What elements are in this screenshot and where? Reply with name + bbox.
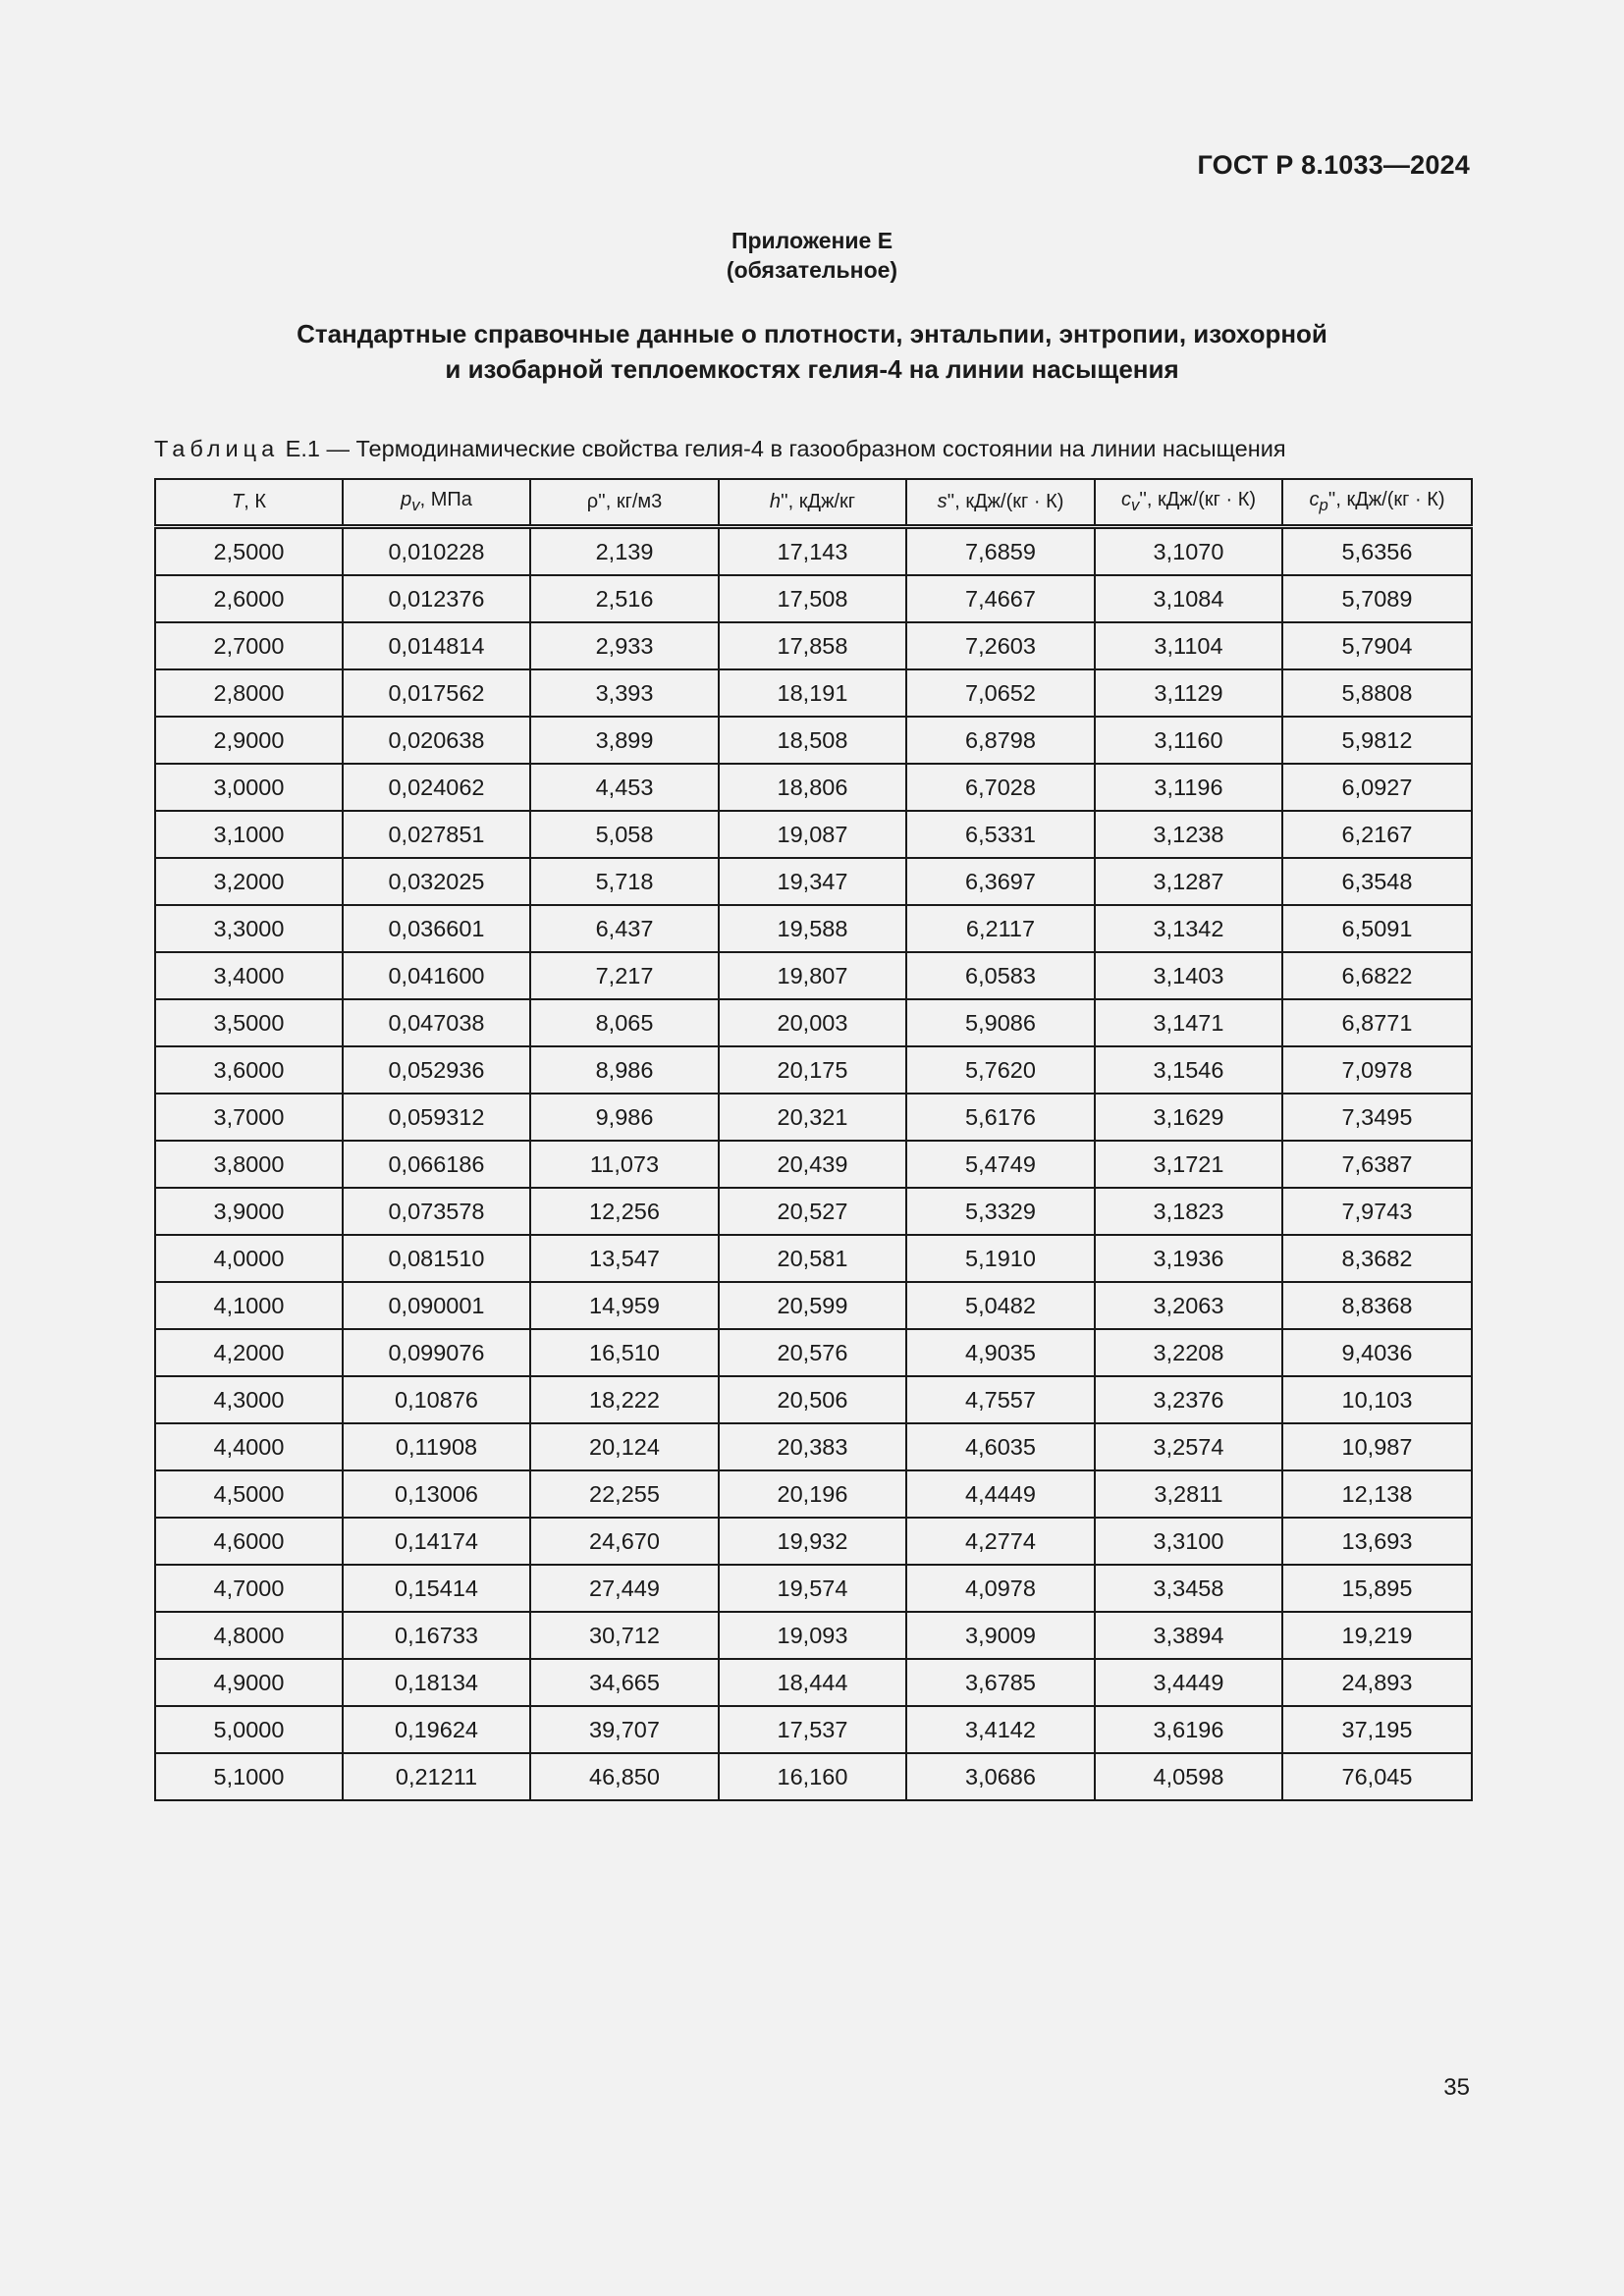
table-cell: 0,16733 — [343, 1612, 530, 1659]
table-cell: 6,0583 — [906, 952, 1095, 999]
table-cell: 3,6785 — [906, 1659, 1095, 1706]
table-cell: 0,14174 — [343, 1518, 530, 1565]
table-cell: 3,1238 — [1095, 811, 1282, 858]
table-cell: 3,3458 — [1095, 1565, 1282, 1612]
table-row — [155, 905, 1472, 952]
table-cell: 5,3329 — [906, 1188, 1095, 1235]
header-symbol: s — [937, 491, 947, 512]
table-cell: 8,065 — [530, 999, 719, 1046]
table-cell: 2,7000 — [155, 622, 343, 669]
table-cell: 4,8000 — [155, 1612, 343, 1659]
table-row — [155, 1094, 1472, 1141]
header-subscript: v — [1130, 496, 1140, 514]
table-cell: 19,093 — [719, 1612, 906, 1659]
table-cell: 4,4000 — [155, 1423, 343, 1470]
table-cell: 0,059312 — [343, 1094, 530, 1141]
table-cell: 5,6356 — [1282, 527, 1472, 576]
table-row — [155, 1376, 1472, 1423]
table-cell: 3,3000 — [155, 905, 343, 952]
table-cell: 2,139 — [530, 527, 719, 576]
table-cell: 6,0927 — [1282, 764, 1472, 811]
table-cell: 19,588 — [719, 905, 906, 952]
table-cell: 6,7028 — [906, 764, 1095, 811]
table-cell: 0,027851 — [343, 811, 530, 858]
table-cell: 3,1287 — [1095, 858, 1282, 905]
table-row — [155, 764, 1472, 811]
table-cell: 46,850 — [530, 1753, 719, 1800]
table-cell: 10,987 — [1282, 1423, 1472, 1470]
table-cell: 9,986 — [530, 1094, 719, 1141]
table-cell: 4,6000 — [155, 1518, 343, 1565]
table-cell: 17,508 — [719, 575, 906, 622]
table-cell: 0,052936 — [343, 1046, 530, 1094]
table-row — [155, 717, 1472, 764]
table-cell: 3,3100 — [1095, 1518, 1282, 1565]
table-cell: 7,2603 — [906, 622, 1095, 669]
table-cell: 3,2811 — [1095, 1470, 1282, 1518]
table-cell: 2,9000 — [155, 717, 343, 764]
table-cell: 6,3697 — [906, 858, 1095, 905]
table-cell: 27,449 — [530, 1565, 719, 1612]
table-cell: 30,712 — [530, 1612, 719, 1659]
table-cell: 3,1000 — [155, 811, 343, 858]
table-cell: 10,103 — [1282, 1376, 1472, 1423]
table-cell: 20,576 — [719, 1329, 906, 1376]
table-caption-text: Е.1 — Термодинамические свойства гелия-4 в газообразном состоянии на линии насыщения — [279, 436, 1286, 461]
table-row — [155, 1141, 1472, 1188]
table-cell: 5,9086 — [906, 999, 1095, 1046]
table-cell: 6,8798 — [906, 717, 1095, 764]
table-cell: 39,707 — [530, 1706, 719, 1753]
table-cell: 2,5000 — [155, 527, 343, 576]
table-row — [155, 811, 1472, 858]
table-cell: 24,893 — [1282, 1659, 1472, 1706]
table-cell: 5,7620 — [906, 1046, 1095, 1094]
table-cell: 7,217 — [530, 952, 719, 999]
table-cell: 3,4142 — [906, 1706, 1095, 1753]
table-cell: 20,383 — [719, 1423, 906, 1470]
table-row — [155, 1753, 1472, 1800]
table-cell: 3,1629 — [1095, 1094, 1282, 1141]
table-cell: 8,986 — [530, 1046, 719, 1094]
table-row — [155, 1188, 1472, 1235]
table-cell: 5,9812 — [1282, 717, 1472, 764]
column-header — [155, 479, 343, 527]
appendix-status: (обязательное) — [726, 257, 898, 283]
table-cell: 7,0978 — [1282, 1046, 1472, 1094]
table-cell: 5,0482 — [906, 1282, 1095, 1329]
table-cell: 3,2208 — [1095, 1329, 1282, 1376]
column-header — [906, 479, 1095, 527]
header-symbol: T — [232, 491, 244, 512]
table-cell: 3,9009 — [906, 1612, 1095, 1659]
table-cell: 3,393 — [530, 669, 719, 717]
table-cell: 3,2000 — [155, 858, 343, 905]
table-cell: 6,8771 — [1282, 999, 1472, 1046]
column-header — [1095, 479, 1282, 527]
table-row — [155, 622, 1472, 669]
table-cell: 7,3495 — [1282, 1094, 1472, 1141]
table-cell: 0,15414 — [343, 1565, 530, 1612]
table-row — [155, 1282, 1472, 1329]
appendix-title-line-1: Стандартные справочные данные о плотности, энтальпии, энтропии, изохорной — [297, 319, 1327, 348]
table-cell: 15,895 — [1282, 1565, 1472, 1612]
table-cell: 0,073578 — [343, 1188, 530, 1235]
table-cell: 0,21211 — [343, 1753, 530, 1800]
table-cell: 13,693 — [1282, 1518, 1472, 1565]
table-row — [155, 669, 1472, 717]
table-cell: 3,1936 — [1095, 1235, 1282, 1282]
table-cell: 17,858 — [719, 622, 906, 669]
table-cell: 18,806 — [719, 764, 906, 811]
table-cell: 4,0000 — [155, 1235, 343, 1282]
table-cell: 12,138 — [1282, 1470, 1472, 1518]
header-unit: ρ'', кг/м3 — [586, 491, 663, 512]
table-cell: 0,014814 — [343, 622, 530, 669]
table-cell: 0,041600 — [343, 952, 530, 999]
table-cell: 3,9000 — [155, 1188, 343, 1235]
appendix-title — [0, 316, 1624, 387]
header-unit: '', кДж/кг — [781, 491, 856, 512]
table-cell: 3,2376 — [1095, 1376, 1282, 1423]
table-cell: 20,527 — [719, 1188, 906, 1235]
table-cell: 2,933 — [530, 622, 719, 669]
table-row — [155, 575, 1472, 622]
table-cell: 20,003 — [719, 999, 906, 1046]
table-cell: 3,0686 — [906, 1753, 1095, 1800]
table-cell: 3,1196 — [1095, 764, 1282, 811]
table-cell: 4,7000 — [155, 1565, 343, 1612]
table-cell: 19,219 — [1282, 1612, 1472, 1659]
table-cell: 7,9743 — [1282, 1188, 1472, 1235]
table-cell: 17,537 — [719, 1706, 906, 1753]
header-symbol: h — [769, 491, 782, 512]
table-row — [155, 1046, 1472, 1094]
table-cell: 3,1104 — [1095, 622, 1282, 669]
document-code: ГОСТ Р 8.1033—2024 — [1197, 150, 1470, 180]
table-cell: 18,191 — [719, 669, 906, 717]
table-cell: 4,4449 — [906, 1470, 1095, 1518]
appendix-title-line-2: и изобарной теплоемкостях гелия-4 на линии насыщения — [445, 354, 1179, 384]
appendix-label: Приложение Е — [731, 228, 893, 253]
table-cell: 4,2000 — [155, 1329, 343, 1376]
table-cell: 8,3682 — [1282, 1235, 1472, 1282]
table-cell: 20,175 — [719, 1046, 906, 1094]
table-cell: 20,321 — [719, 1094, 906, 1141]
table-cell: 3,1084 — [1095, 575, 1282, 622]
table-cell: 13,547 — [530, 1235, 719, 1282]
table-cell: 7,6387 — [1282, 1141, 1472, 1188]
table-cell: 20,599 — [719, 1282, 906, 1329]
table-cell: 17,143 — [719, 527, 906, 576]
header-symbol: p — [401, 489, 412, 510]
table-header-row — [155, 479, 1472, 527]
column-header — [343, 479, 530, 527]
table-cell: 0,10876 — [343, 1376, 530, 1423]
page-number: 35 — [1443, 2074, 1470, 2101]
header-unit: , К — [244, 491, 266, 512]
table-row — [155, 1565, 1472, 1612]
table-cell: 19,347 — [719, 858, 906, 905]
table-cell: 19,932 — [719, 1518, 906, 1565]
table-cell: 0,19624 — [343, 1706, 530, 1753]
table-cell: 3,1823 — [1095, 1188, 1282, 1235]
table-row — [155, 858, 1472, 905]
table-cell: 7,4667 — [906, 575, 1095, 622]
table-cell: 16,160 — [719, 1753, 906, 1800]
table-row — [155, 1518, 1472, 1565]
table-cell: 2,8000 — [155, 669, 343, 717]
table-cell: 0,18134 — [343, 1659, 530, 1706]
table-cell: 5,7089 — [1282, 575, 1472, 622]
table-cell: 20,196 — [719, 1470, 906, 1518]
table-cell: 3,5000 — [155, 999, 343, 1046]
table-cell: 7,0652 — [906, 669, 1095, 717]
table-cell: 0,066186 — [343, 1141, 530, 1188]
table-cell: 3,4000 — [155, 952, 343, 999]
table-row — [155, 1235, 1472, 1282]
table-cell: 4,0598 — [1095, 1753, 1282, 1800]
table-cell: 19,807 — [719, 952, 906, 999]
table-cell: 4,5000 — [155, 1470, 343, 1518]
table-cell: 5,6176 — [906, 1094, 1095, 1141]
table-cell: 5,058 — [530, 811, 719, 858]
table-row — [155, 527, 1472, 576]
table-cell: 0,099076 — [343, 1329, 530, 1376]
table-cell: 5,1910 — [906, 1235, 1095, 1282]
header-unit: , МПа — [419, 489, 472, 510]
table-cell: 6,5331 — [906, 811, 1095, 858]
table-cell: 3,1403 — [1095, 952, 1282, 999]
table-cell: 0,11908 — [343, 1423, 530, 1470]
table-cell: 3,1546 — [1095, 1046, 1282, 1094]
table-cell: 3,6196 — [1095, 1706, 1282, 1753]
table-cell: 4,9000 — [155, 1659, 343, 1706]
table-cell: 0,020638 — [343, 717, 530, 764]
table-cell: 0,012376 — [343, 575, 530, 622]
table-cell: 3,1471 — [1095, 999, 1282, 1046]
header-unit: '', кДж/(кг · К) — [1327, 489, 1445, 510]
table-cell: 5,4749 — [906, 1141, 1095, 1188]
table-cell: 19,087 — [719, 811, 906, 858]
table-cell: 20,439 — [719, 1141, 906, 1188]
table-cell: 4,6035 — [906, 1423, 1095, 1470]
table-cell: 12,256 — [530, 1188, 719, 1235]
table-cell: 0,010228 — [343, 527, 530, 576]
table-cell: 3,1721 — [1095, 1141, 1282, 1188]
header-subscript: v — [411, 496, 420, 514]
table-cell: 6,6822 — [1282, 952, 1472, 999]
table-cell: 24,670 — [530, 1518, 719, 1565]
table-caption — [154, 436, 1286, 462]
table-cell: 0,081510 — [343, 1235, 530, 1282]
appendix-heading — [0, 226, 1624, 285]
table-cell: 3,2574 — [1095, 1423, 1282, 1470]
table-cell: 3,4449 — [1095, 1659, 1282, 1706]
table-row — [155, 999, 1472, 1046]
table-cell: 0,13006 — [343, 1470, 530, 1518]
table-cell: 4,7557 — [906, 1376, 1095, 1423]
table-cell: 0,032025 — [343, 858, 530, 905]
table-row — [155, 1612, 1472, 1659]
table-body — [155, 527, 1472, 1801]
table-cell: 8,8368 — [1282, 1282, 1472, 1329]
table-cell: 5,0000 — [155, 1706, 343, 1753]
table-cell: 3,6000 — [155, 1046, 343, 1094]
table-cell: 18,508 — [719, 717, 906, 764]
column-header — [719, 479, 906, 527]
table-cell: 34,665 — [530, 1659, 719, 1706]
table-cell: 2,6000 — [155, 575, 343, 622]
header-subscript: p — [1319, 496, 1328, 514]
table-cell: 3,1070 — [1095, 527, 1282, 576]
table-cell: 9,4036 — [1282, 1329, 1472, 1376]
table-cell: 20,581 — [719, 1235, 906, 1282]
table-cell: 6,2167 — [1282, 811, 1472, 858]
table-cell: 4,9035 — [906, 1329, 1095, 1376]
table-cell: 7,6859 — [906, 527, 1095, 576]
table-cell: 3,7000 — [155, 1094, 343, 1141]
table-cell: 76,045 — [1282, 1753, 1472, 1800]
table-cell: 3,0000 — [155, 764, 343, 811]
table-cell: 3,3894 — [1095, 1612, 1282, 1659]
table-cell: 20,506 — [719, 1376, 906, 1423]
table-cell: 22,255 — [530, 1470, 719, 1518]
table-cell: 3,899 — [530, 717, 719, 764]
table-cell: 0,024062 — [343, 764, 530, 811]
table-cell: 18,222 — [530, 1376, 719, 1423]
table-cell: 19,574 — [719, 1565, 906, 1612]
table-cell: 5,1000 — [155, 1753, 343, 1800]
column-header — [530, 479, 719, 527]
table-cell: 3,2063 — [1095, 1282, 1282, 1329]
table-cell: 4,2774 — [906, 1518, 1095, 1565]
table-cell: 6,3548 — [1282, 858, 1472, 905]
column-header — [1282, 479, 1472, 527]
table-cell: 20,124 — [530, 1423, 719, 1470]
header-unit: '', кДж/(кг · К) — [1139, 489, 1257, 510]
table-cell: 4,0978 — [906, 1565, 1095, 1612]
table-row — [155, 952, 1472, 999]
table-row — [155, 1659, 1472, 1706]
table-cell: 5,8808 — [1282, 669, 1472, 717]
table-cell: 5,7904 — [1282, 622, 1472, 669]
thermo-properties-table — [154, 478, 1473, 1801]
table-cell: 4,3000 — [155, 1376, 343, 1423]
header-symbol: c — [1120, 489, 1131, 510]
table-caption-prefix: Таблица — [154, 436, 280, 461]
header-unit: '', кДж/(кг · К) — [947, 491, 1064, 512]
table-cell: 3,8000 — [155, 1141, 343, 1188]
table-cell: 6,437 — [530, 905, 719, 952]
table-cell: 37,195 — [1282, 1706, 1472, 1753]
table-row — [155, 1470, 1472, 1518]
table-cell: 3,1129 — [1095, 669, 1282, 717]
table-cell: 14,959 — [530, 1282, 719, 1329]
table-cell: 16,510 — [530, 1329, 719, 1376]
table-cell: 4,453 — [530, 764, 719, 811]
header-symbol: c — [1309, 489, 1320, 510]
table-cell: 0,090001 — [343, 1282, 530, 1329]
table-cell: 11,073 — [530, 1141, 719, 1188]
table-cell: 2,516 — [530, 575, 719, 622]
table-row — [155, 1329, 1472, 1376]
table-cell: 6,2117 — [906, 905, 1095, 952]
table-cell: 5,718 — [530, 858, 719, 905]
table-row — [155, 1423, 1472, 1470]
table-cell: 3,1160 — [1095, 717, 1282, 764]
table-cell: 0,047038 — [343, 999, 530, 1046]
table-cell: 4,1000 — [155, 1282, 343, 1329]
table-cell: 6,5091 — [1282, 905, 1472, 952]
table-row — [155, 1706, 1472, 1753]
table-cell: 3,1342 — [1095, 905, 1282, 952]
table-cell: 18,444 — [719, 1659, 906, 1706]
table-cell: 0,036601 — [343, 905, 530, 952]
table-cell: 0,017562 — [343, 669, 530, 717]
